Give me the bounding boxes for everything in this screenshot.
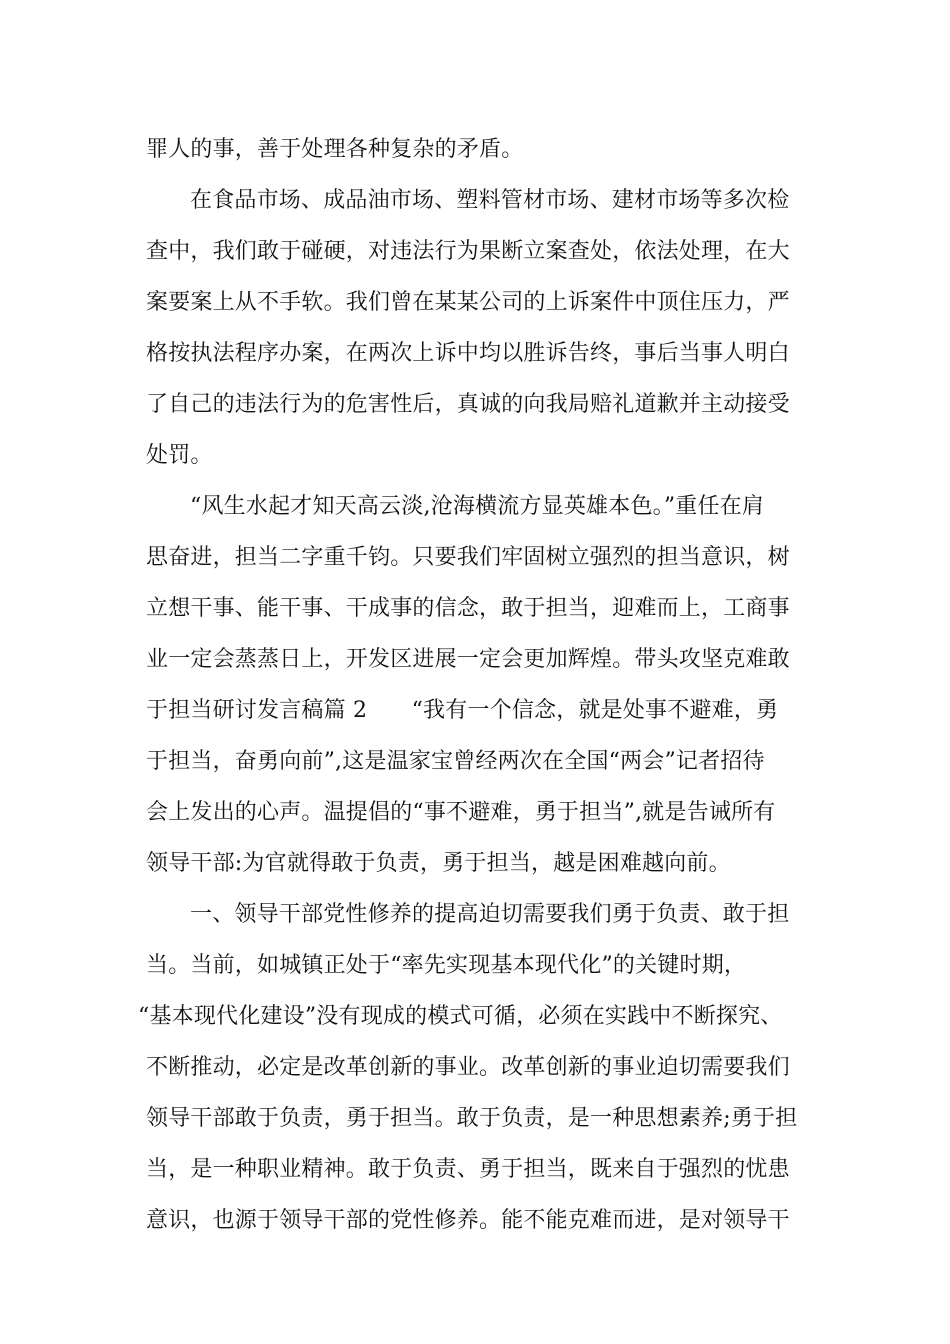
text-line: 罪人的事，善于处理各种复杂的矛盾。 (146, 137, 524, 162)
text-line: 于担当，奋勇向前”,这是温家宝曾经两次在全国“两会”记者招待 (146, 749, 765, 774)
text-line: “基本现代化建设”没有现成的模式可循，必须在实践中不断探究、 (138, 1004, 783, 1029)
text-line: 格按执法程序办案，在两次上诉中均以胜诉告终，事后当事人明白 (146, 341, 790, 366)
text-line: 当，是一种职业精神。敢于负责、勇于担当，既来自于强烈的忧患 (146, 1157, 790, 1182)
paragraph-start-line: 一、领导干部党性修养的提高迫切需要我们勇于负责、敢于担 (190, 902, 790, 927)
text-line: 会上发出的心声。温提倡的“事不避难，勇于担当”,就是告诫所有 (146, 800, 776, 825)
text-line: 思奋进，担当二字重千钧。只要我们牢固树立强烈的担当意识，树 (146, 545, 790, 570)
text-line: 意识，也源于领导干部的党性修养。能不能克难而进，是对领导干 (146, 1208, 790, 1233)
text-line: 领导干部:为官就得敢于负责，勇于担当，越是困难越向前。 (146, 851, 731, 876)
text-line: 查中，我们敢于碰硬，对违法行为果断立案查处，依法处理，在大 (146, 239, 790, 264)
paragraph-start-line: “风生水起才知天高云淡,沧海横流方显英雄本色。”重任在肩 (190, 494, 765, 519)
text-line: 案要案上从不手软。我们曾在某某公司的上诉案件中顶住压力，严 (146, 290, 790, 315)
text-line: 不断推动，必定是改革创新的事业。改革创新的事业迫切需要我们 (146, 1055, 790, 1080)
text-line: 领导干部敢于负责，勇于担当。敢于负责，是一种思想素养;勇于担 (146, 1106, 798, 1131)
paragraph-start-line: 在食品市场、成品油市场、塑料管材市场、建材市场等多次检 (190, 188, 790, 213)
text-line: 业一定会蒸蒸日上，开发区进展一定会更加辉煌。带头攻坚克难敢 (146, 647, 790, 672)
text-line: 立想干事、能干事、干成事的信念，敢于担当，迎难而上，工商事 (146, 596, 790, 621)
text-line: 当。当前，如城镇正处于“率先实现基本现代化”的关键时期， (146, 953, 747, 978)
text-line: 处罚。 (146, 443, 213, 468)
text-line: 于担当研讨发言稿篇 2 “我有一个信念，就是处事不避难，勇 (146, 698, 779, 723)
text-line: 了自己的违法行为的危害性后，真诚的向我局赔礼道歉并主动接受 (146, 392, 790, 417)
